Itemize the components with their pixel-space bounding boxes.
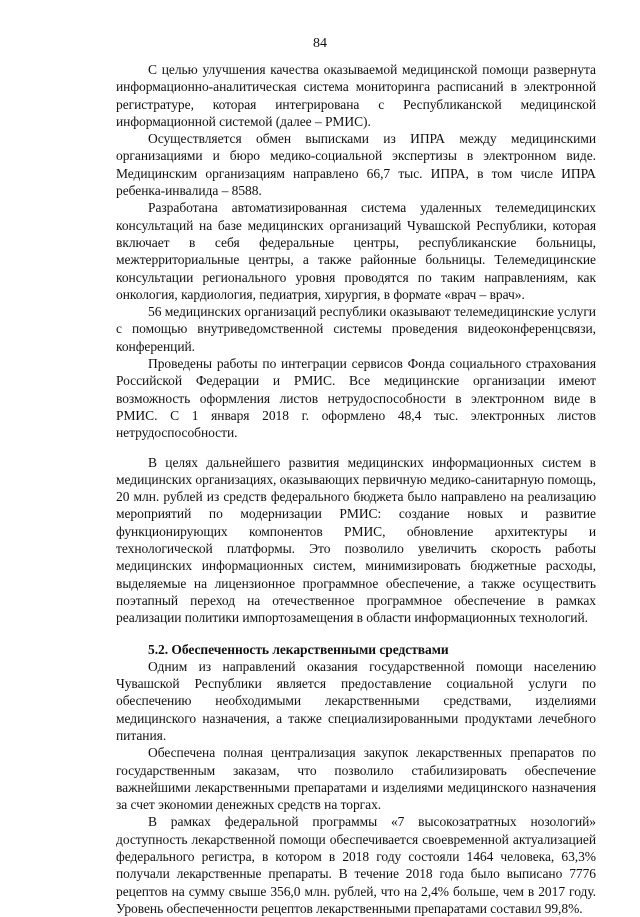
paragraph-sick-leave-integration: Проведены работы по интеграции сервисов Фонда социального страхования Российской Федерации и РМИС. Все медицинские организации имеют возможность оформления листов нетрудоспособности в электронном виде в РМИС. С 1 января 2018 г. оформлено 48,4 тыс. электронных листов нетрудоспособности. xyxy=(116,356,596,441)
paragraph-telemedicine-system: Разработана автоматизированная система удаленных телемедицинских консультаций на базе медицинских организаций Чувашской Республики, которая включает в себя федеральные центры, республиканские больницы, межтерриториальные центры, а также районные больницы. Телемедицинские консультации регионального уровня проводятся по таким направлениям, как онкология, кардиология, педиатрия, хирургия, в формате «врач – врач». xyxy=(116,200,596,302)
paragraph-social-service: Одним из направлений оказания государственной помощи населению Чувашской Республики является предоставление социальной услуги по обеспечению необходимыми лекарственными средствами, изделиями медицинского назначения, а также специализированными продуктами лечебного питания. xyxy=(116,658,596,743)
page-number: 84 xyxy=(313,36,327,51)
paragraph-centralized-procurement: Обеспечена полная централизация закупок лекарственных препаратов по государственным заказам, что позволило стабилизировать обеспечение важнейшими лекарственными препаратами и изделиями медицинского назначения за счет экономии денежных средств на торгах. xyxy=(116,745,596,813)
paragraph-seven-nosologies: В рамках федеральной программы «7 высокозатратных нозологий» доступность лекарственной помощи обеспечивается своевременной актуализацией федерального регистра, в котором в 2018 году состояли 1464 человека, 63,3% получали лекарственные препараты. В течение 2018 года было выписано 7776 рецептов на сумму свыше 356,0 млн. рублей, что на 2,4% больше, чем в 2017 году. Уровень обеспеченности рецептов лекарственными препаратами составил 99,8%. xyxy=(116,814,596,916)
page-content xyxy=(116,61,596,917)
paragraph-monitoring-system: С целью улучшения качества оказываемой медицинской помощи развернута информационно-аналитическая система мониторинга расписаний в электронной регистратуре, которая интегрирована с Республиканской медицинской информационной системой (далее – РМИС). xyxy=(116,62,596,129)
section-heading: 5.2. Обеспеченность лекарственными средствами xyxy=(148,641,449,657)
paragraph-ipra-exchange: Осуществляется обмен выписками из ИПРА между медицинскими организациями и бюро медико-социальной экспертизы в электронном виде. Медицинским организациям направлено 66,7 тыс. ИПРА, в том числе ИПРА ребенка-инвалида – 8588. xyxy=(116,131,596,199)
paragraph-videoconference: 56 медицинских организаций республики оказывают телемедицинские услуги с помощью внутриведомственной системы проведения видеоконференцсвязи, конференций. xyxy=(116,304,596,354)
paragraph-rmis-modernization: В целях дальнейшего развития медицинских информационных систем в медицинских организациях, оказывающих первичную медико-санитарную помощь, 20 млн. рублей из средств федерального бюджета было направлено на реализацию мероприятий по модернизации РМИС: создание новых и развитие функционирующих компонентов РМИС, обновление архитектуры и технологической платформы. Это позволило увеличить скорость работы медицинских информационных систем, минимизировать бюджетные расходы, выделяемые на лицензионное программное обеспечение, а также осуществить поэтапный переход на отечественное программное обеспечение в рамках реализации политики импортозамещения в области информационных технологий. xyxy=(116,454,596,626)
